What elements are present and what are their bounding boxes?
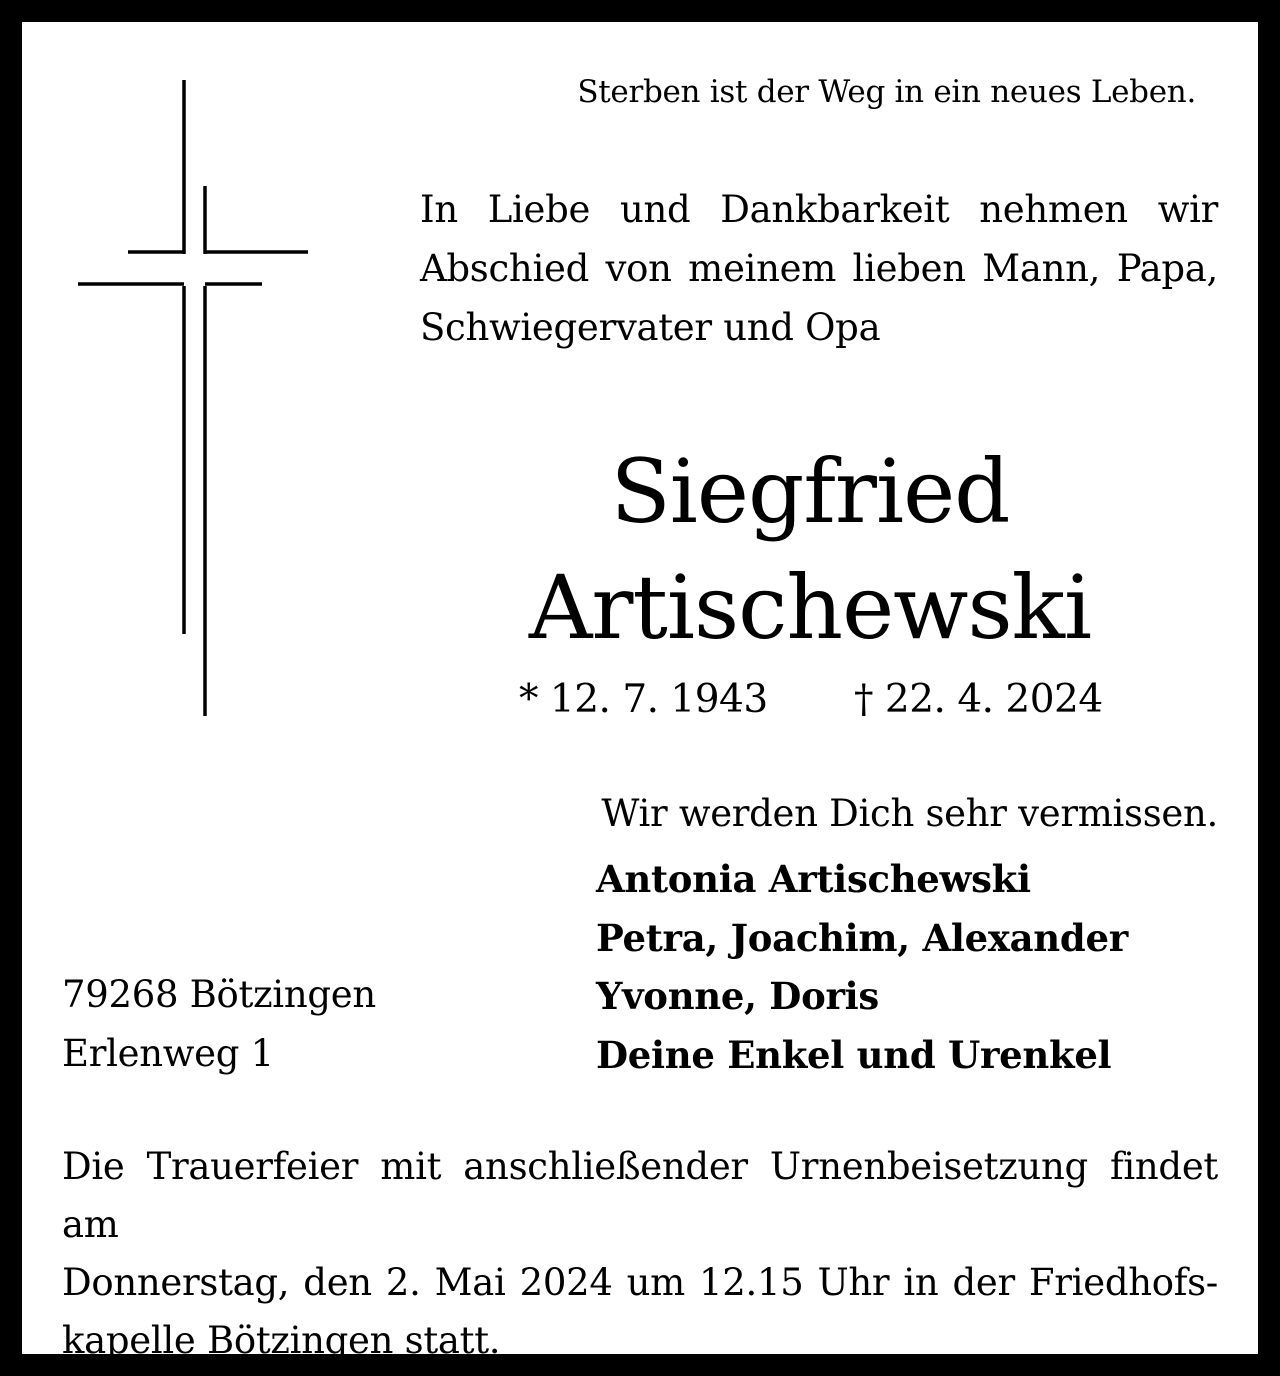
mourner-name: Antonia Artischewski bbox=[596, 857, 1031, 901]
deceased-last-name: Artischewski bbox=[528, 556, 1092, 659]
mourner-name: Yvonne, Doris bbox=[596, 974, 879, 1018]
address-city: 79268 Bötzingen bbox=[62, 973, 376, 1016]
mourner-name: Petra, Joachim, Alexander bbox=[596, 915, 1128, 960]
service-line-1: Die Trauerfeier mit anschließender Urnenbeisetzung findet am bbox=[62, 1145, 1218, 1246]
address-block bbox=[62, 966, 376, 1083]
deceased-name bbox=[420, 434, 1200, 666]
obituary-card bbox=[22, 22, 1258, 1362]
address-street: Erlenweg 1 bbox=[62, 1031, 274, 1075]
closing-line: Wir werden Dich sehr vermissen. bbox=[601, 792, 1218, 835]
death-date: † 22. 4. 2024 bbox=[854, 677, 1103, 722]
service-announcement bbox=[62, 1138, 1218, 1370]
intro-line-3: Schwiegervater und Opa bbox=[420, 306, 881, 349]
birth-date: * 12. 7. 1943 bbox=[519, 677, 768, 722]
intro-paragraph bbox=[420, 180, 1218, 357]
service-line-3: kapelle Bötzingen statt. bbox=[62, 1319, 501, 1362]
service-line-2: Donnerstag, den 2. Mai 2024 um 12.15 Uhr in der Friedhofs- bbox=[62, 1261, 1218, 1304]
mourner-name: Deine Enkel und Urenkel bbox=[596, 1032, 1112, 1077]
intro-line-2: Abschied von meinem lieben Mann, Papa, bbox=[420, 247, 1218, 290]
mourners-list bbox=[596, 850, 1128, 1084]
outline-cross-icon bbox=[74, 80, 314, 720]
deceased-first-name: Siegfried bbox=[610, 440, 1010, 543]
intro-line-1: In Liebe und Dankbarkeit nehmen wir bbox=[420, 188, 1218, 231]
motto-text: Sterben ist der Weg in ein neues Leben. bbox=[577, 74, 1196, 110]
